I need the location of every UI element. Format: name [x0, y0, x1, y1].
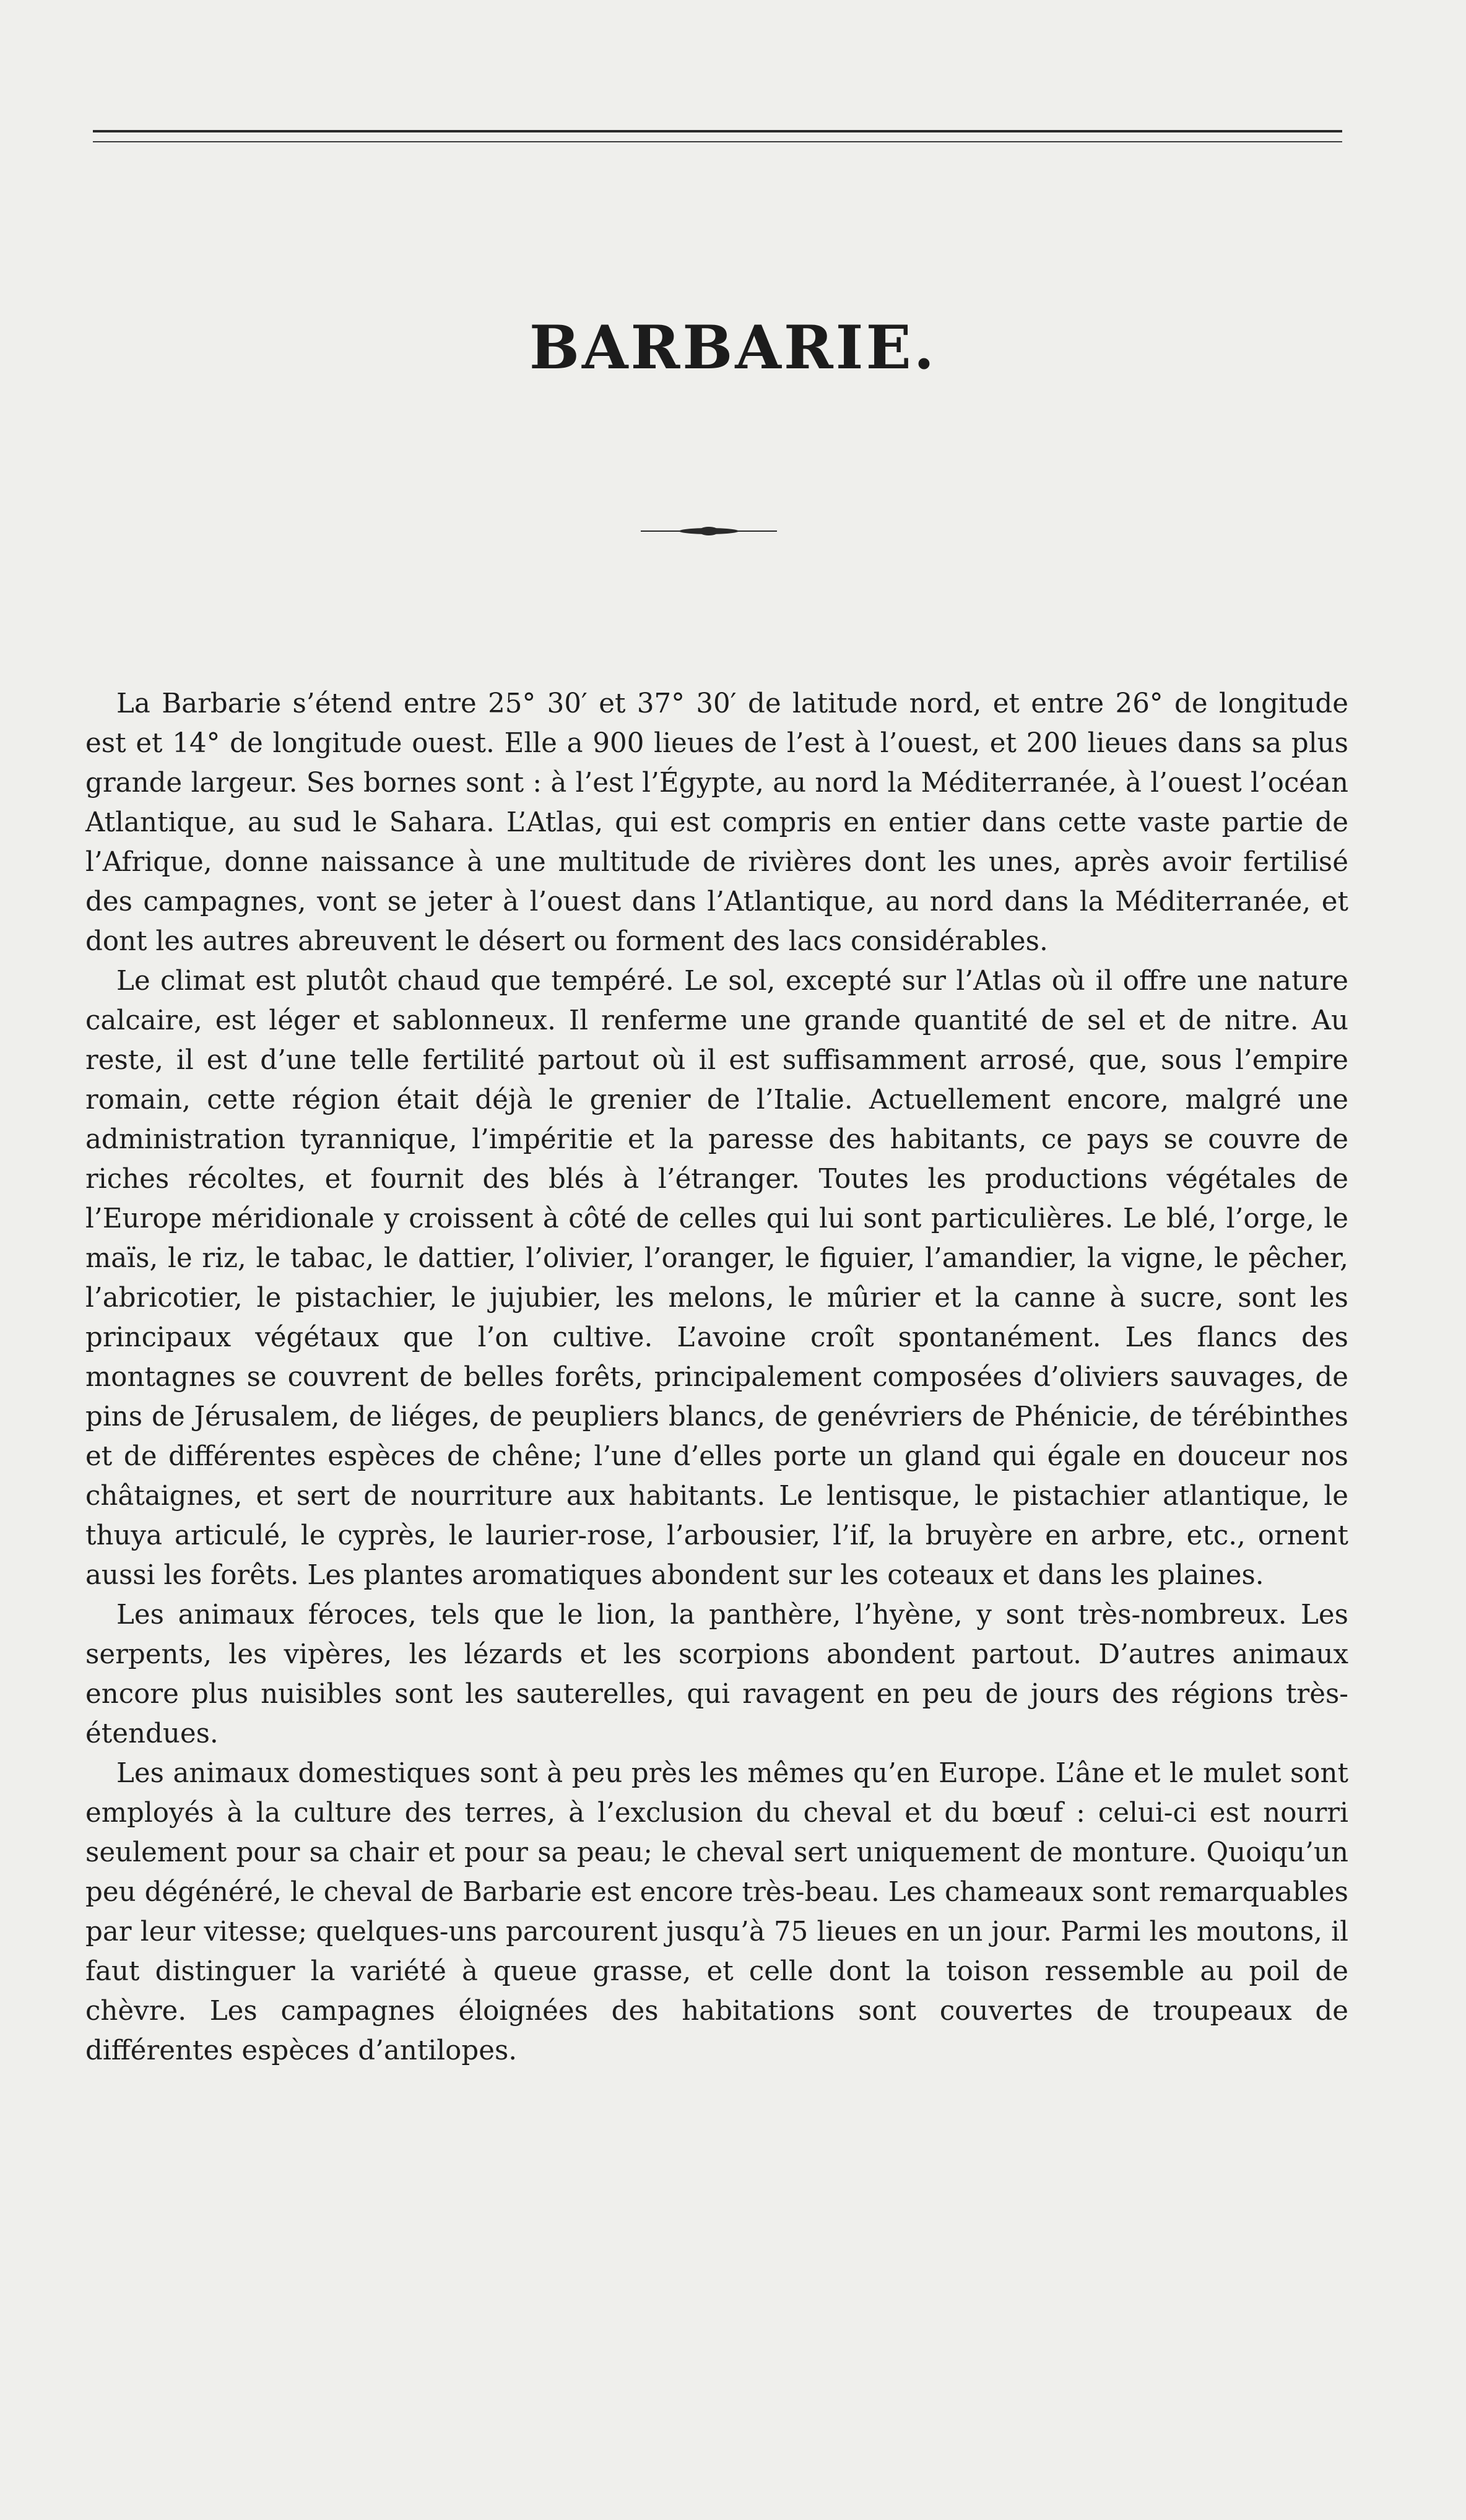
header-rule-thin — [93, 141, 1342, 142]
paragraph-wild-animals: Les animaux féroces, tels que le lion, la panthère, l’hyène, y sont très-nombreux. Les serpents, les vipères, les lézards et les scorpions abondent partout. D’autres animaux encore plus nuisibles sont les sauterelles, qui ravagent en peu de jours des régions très-étendues. — [85, 1600, 1348, 1749]
page-title: BARBARIE. — [529, 313, 937, 383]
ornament-divider-icon — [641, 526, 777, 536]
article-body — [85, 684, 1348, 2071]
paragraph-geography: La Barbarie s’étend entre 25° 30′ et 37° 30′ de latitude nord, et entre 26° de longitude est et 14° de longitude ouest. Elle a 900 lieues de l’est à l’ouest, et 200 lieues dans sa plus grande largeur. Ses bornes sont : à l’est l’Égypte, au nord la Méditerranée, à l’ouest l’océan Atlantique, au sud le Sahara. L’Atlas, qui est compris en entier dans cette vaste partie de l’Afrique, donne naissance à une multitude de rivières dont les unes, après avoir fertilisé des campagnes, vont se jeter à l’ouest dans l’Atlantique, au nord dans la Méditerranée, et dont les autres abreuvent le désert ou forment des lacs considérables. — [85, 688, 1348, 957]
paragraph-climate: Le climat est plutôt chaud que tempéré. Le sol, excepté sur l’Atlas où il offre une nature calcaire, est léger et sablonneux. Il renferme une grande quantité de sel et de nitre. Au reste, il est d’une telle fertilité partout où il est suffisamment arrosé, que, sous l’empire romain, cette région était déjà le grenier de l’Italie. Actuellement encore, malgré une administration tyrannique, l’impéritie et la paresse des habitants, ce pays se couvre de riches récoltes, et fournit des blés à l’étranger. Toutes les productions végétales de l’Europe méridionale y croissent à côté de celles qui lui sont particulières. Le blé, l’orge, le maïs, le riz, le tabac, le dattier, l’olivier, l’oranger, le figuier, l’amandier, la vigne, le pêcher, l’abricotier, le pistachier, le jujubier, les melons, le mûrier et la canne à sucre, sont les principaux végétaux que l’on cultive. L’avoine croît spontanément. Les flancs des montagnes se couvrent de belles forêts, principalement composées d’oliviers sauvages, de pins de Jérusalem, de liéges, de peupliers blancs, de genévriers de Phénicie, de térébinthes et de différentes espèces de chêne; l’une d’elles porte un gland qui égale en douceur nos châtaignes, et sert de nourriture aux habitants. Le lentisque, le pistachier atlantique, le thuya articulé, le cyprès, le laurier-rose, l’arbousier, l’if, la bruyère en arbre, etc., ornent aussi les forêts. Les plantes aromatiques abondent sur les coteaux et dans les plaines. — [85, 966, 1348, 1591]
paragraph-domestic-animals: Les animaux domestiques sont à peu près les mêmes qu’en Europe. L’âne et le mulet sont employés à la culture des terres, à l’exclusion du cheval et du bœuf : celui-ci est nourri seulement pour sa chair et pour sa peau; le cheval sert uniquement de monture. Quoiqu’un peu dégénéré, le cheval de Barbarie est encore très-beau. Les chameaux sont remarquables par leur vitesse; quelques-uns parcourent jusqu’à 75 lieues en un jour. Parmi les moutons, il faut distinguer la variété à queue grasse, et celle dont la toison ressemble au poil de chèvre. Les campagnes éloignées des habitations sont couvertes de troupeaux de différentes espèces d’antilopes. — [85, 1758, 1348, 2066]
header-rule-thick — [93, 130, 1342, 132]
